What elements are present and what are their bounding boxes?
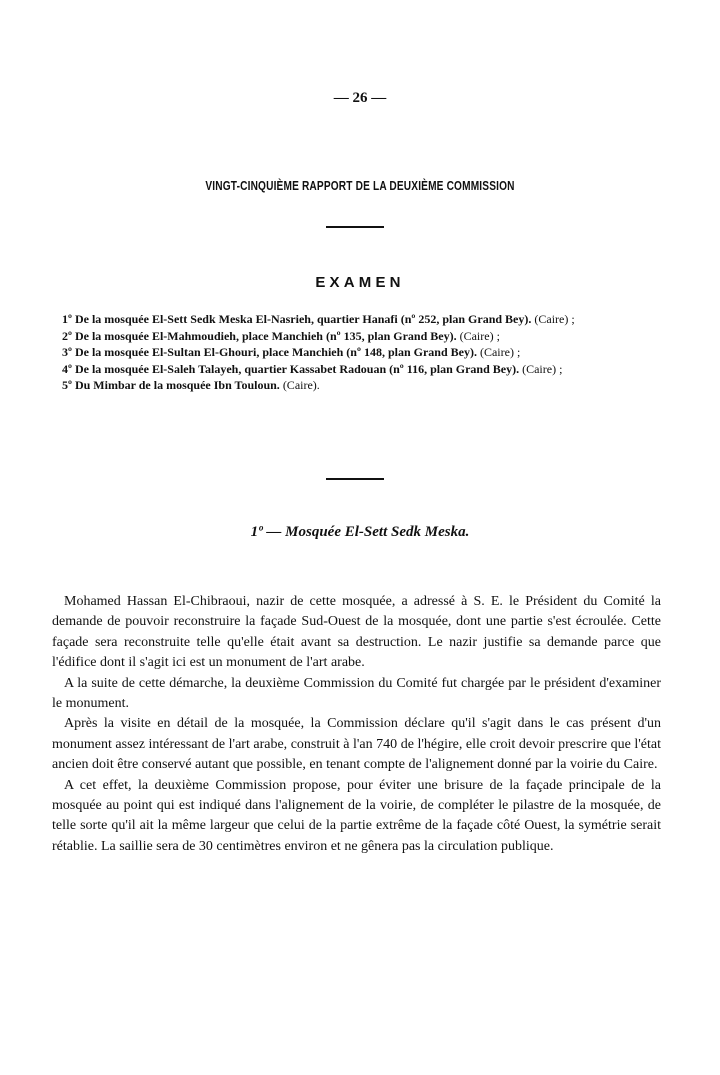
item-title: 1º De la mosquée El-Sett Sedk Meska El-Nasrieh, quartier Hanafi (nº 252, plan Grand Bey). <box>62 312 532 326</box>
item-location: (Caire) ; <box>456 328 500 343</box>
paragraph: A la suite de cette démarche, la deuxième Commission du Comité fut chargée par le président d'examiner le monument. <box>52 675 661 712</box>
paragraph: Après la visite en détail de la mosquée, la Commission déclare qu'il s'agit dans le cas présent d'un monument assez intéressant de l'art arabe, construit à l'an 740 de l'hégire, elle croit devoir prescrire que l'état ancien doit être conservé autant que possible, en tenant compte de l'alignement donné par la voirie du Caire. <box>52 716 661 773</box>
item-title: 3º De la mosquée El-Sultan El-Ghouri, place Manchieh (nº 148, plan Grand Bey). <box>62 345 477 360</box>
report-title: VINGT-CINQUIÈME RAPPORT DE LA DEUXIÈME COMMISSION <box>205 178 515 193</box>
item-location: (Caire) ; <box>476 345 521 360</box>
list-item <box>50 361 658 378</box>
item-title: 4º De la mosquée El-Saleh Talayeh, quartier Kassabet Radouan (nº 116, plan Grand Bey). <box>62 361 520 376</box>
body-text <box>52 592 661 857</box>
list-item <box>50 328 658 345</box>
list-item <box>50 311 658 328</box>
sub-heading: 1º — Mosquée El-Sett Sedk Meska. <box>250 524 470 540</box>
paragraph: Mohamed Hassan El-Chibraoui, nazir de cette mosquée, a adressé à S. E. le Président du Comité la demande de pouvoir reconstruire la façade Sud-Ouest de la mosquée, dont une partie s'est écroulée. Cette façade sera reconstruite telle qu'elle était avant sa destruction. Le nazir justifie sa demande parce que l'édifice dont il s'agit ici est un monument de l'art arabe. <box>52 594 661 671</box>
page-number: — 26 — <box>333 90 387 106</box>
item-location: (Caire). <box>279 378 320 393</box>
examen-list <box>50 311 658 394</box>
section-heading: EXAMEN <box>315 274 405 291</box>
item-location: (Caire) ; <box>519 361 563 376</box>
list-item <box>50 377 658 394</box>
item-title: 2º De la mosquée El-Mahmoudieh, place Manchieh (nº 135, plan Grand Bey). <box>62 328 457 343</box>
list-item <box>50 344 658 361</box>
divider-rule <box>326 478 384 480</box>
divider-rule <box>326 226 384 228</box>
item-title: 5º Du Mimbar de la mosquée Ibn Touloun. <box>62 378 280 393</box>
item-location: (Caire) ; <box>531 312 575 326</box>
paragraph: A cet effet, la deuxième Commission propose, pour éviter une brisure de la façade principale de la mosquée au point qui est indiqué dans l'alignement de la voirie, de compléter le pilastre de la mosquée, de telle sorte qu'il ait la même largeur que celui de la partie extrême de la façade côté Ouest, la symétrie serait rétablie. La saillie sera de 30 centimètres environ et ne gênera pas la circulation publique. <box>52 777 661 854</box>
